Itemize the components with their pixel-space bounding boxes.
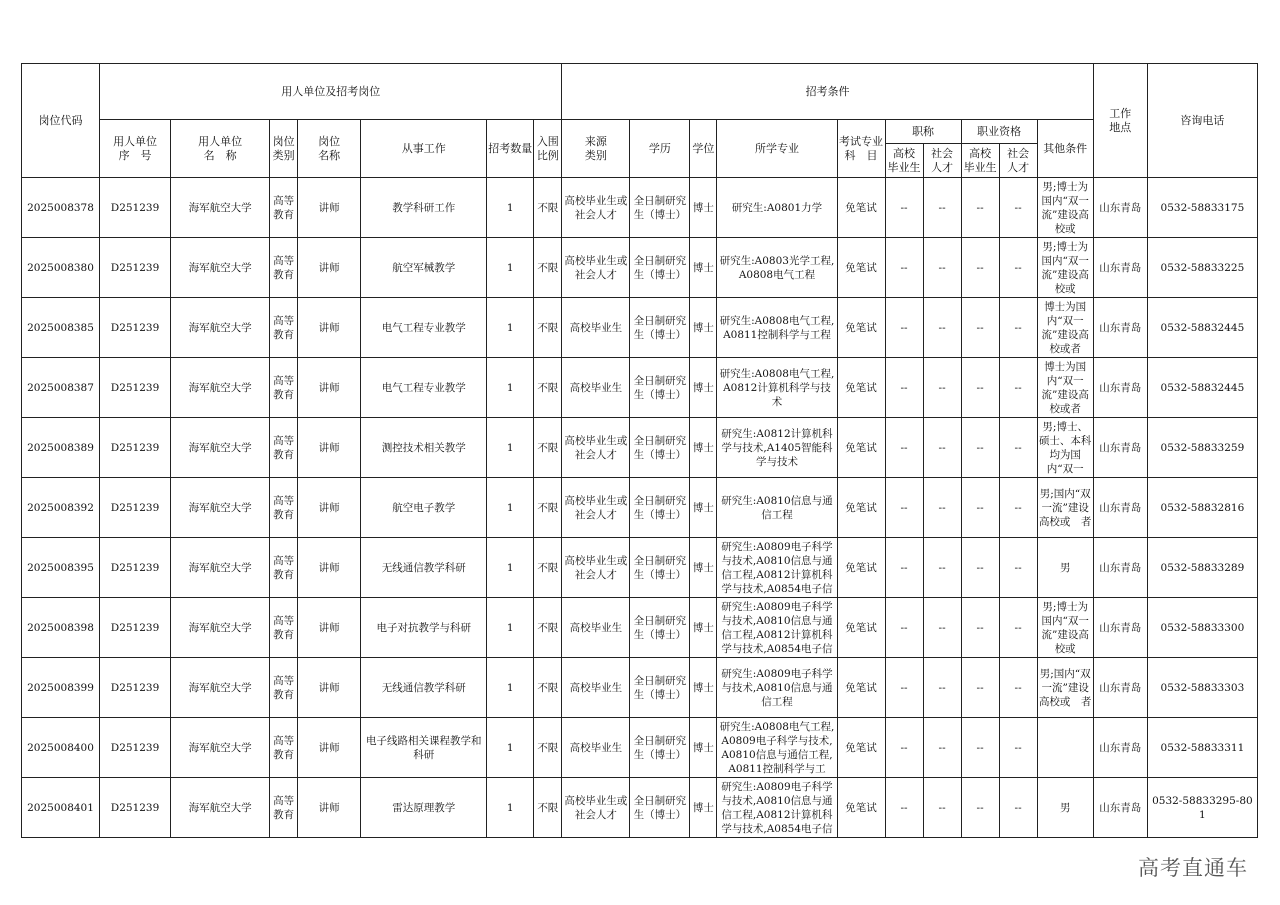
cell-count: 1 bbox=[487, 778, 534, 838]
cell-major: 研究生:A0803光学工程,A0808电气工程 bbox=[717, 238, 837, 298]
cell-job: 测控技术相关教学 bbox=[361, 418, 487, 478]
cell-exam: 免笔试 bbox=[837, 598, 885, 658]
header-other: 其他条件 bbox=[1037, 120, 1093, 178]
cell-job: 无线通信教学科研 bbox=[361, 658, 487, 718]
cell-ratio: 不限 bbox=[534, 238, 562, 298]
cell-work-place: 山东青岛 bbox=[1093, 358, 1147, 418]
cell-count: 1 bbox=[487, 658, 534, 718]
cell-education: 全日制研究生（博士） bbox=[630, 178, 690, 238]
cell-count: 1 bbox=[487, 298, 534, 358]
header-post-name: 岗位 名称 bbox=[298, 120, 361, 178]
header-work-place: 工作 地点 bbox=[1093, 64, 1147, 178]
cell-qual-social: -- bbox=[999, 298, 1037, 358]
cell-unit-name: 海军航空大学 bbox=[171, 418, 270, 478]
cell-other bbox=[1037, 718, 1093, 778]
cell-other: 男;博士、硕士、本科均为国内“双一 bbox=[1037, 418, 1093, 478]
cell-unit-seq: D251239 bbox=[100, 418, 171, 478]
cell-major: 研究生:A0812计算机科学与技术,A1405智能科学与技术 bbox=[717, 418, 837, 478]
cell-qual-grad: -- bbox=[961, 598, 999, 658]
cell-major: 研究生:A0808电气工程,A0809电子科学与技术,A0810信息与通信工程,A0811控制科学与工 bbox=[717, 718, 837, 778]
cell-title-social: -- bbox=[923, 478, 961, 538]
cell-qual-social: -- bbox=[999, 658, 1037, 718]
cell-title-social: -- bbox=[923, 598, 961, 658]
cell-post-name: 讲师 bbox=[298, 778, 361, 838]
cell-title-social: -- bbox=[923, 418, 961, 478]
cell-title-social: -- bbox=[923, 658, 961, 718]
cell-title-grad: -- bbox=[885, 298, 923, 358]
cell-other: 博士为国内“双一流”建设高校或者 bbox=[1037, 298, 1093, 358]
cell-ratio: 不限 bbox=[534, 358, 562, 418]
cell-unit-seq: D251239 bbox=[100, 598, 171, 658]
cell-exam: 免笔试 bbox=[837, 418, 885, 478]
cell-title-social: -- bbox=[923, 298, 961, 358]
cell-post-code: 2025008389 bbox=[22, 418, 100, 478]
cell-title-social: -- bbox=[923, 718, 961, 778]
cell-unit-seq: D251239 bbox=[100, 658, 171, 718]
cell-unit-name: 海军航空大学 bbox=[171, 478, 270, 538]
cell-post-type: 高等教育 bbox=[270, 598, 298, 658]
cell-unit-name: 海军航空大学 bbox=[171, 538, 270, 598]
cell-phone: 0532-58833175 bbox=[1147, 178, 1257, 238]
cell-unit-name: 海军航空大学 bbox=[171, 598, 270, 658]
table-row bbox=[22, 418, 1258, 478]
cell-qual-social: -- bbox=[999, 538, 1037, 598]
cell-exam: 免笔试 bbox=[837, 298, 885, 358]
cell-qual-grad: -- bbox=[961, 418, 999, 478]
cell-degree: 博士 bbox=[690, 478, 717, 538]
cell-post-type: 高等教育 bbox=[270, 358, 298, 418]
cell-title-grad: -- bbox=[885, 358, 923, 418]
header-qual-grad: 高校 毕业生 bbox=[961, 144, 999, 178]
cell-post-type: 高等教育 bbox=[270, 538, 298, 598]
cell-title-grad: -- bbox=[885, 718, 923, 778]
cell-unit-name: 海军航空大学 bbox=[171, 358, 270, 418]
cell-phone: 0532-58833300 bbox=[1147, 598, 1257, 658]
cell-degree: 博士 bbox=[690, 598, 717, 658]
cell-other: 男 bbox=[1037, 778, 1093, 838]
cell-source: 高校毕业生 bbox=[562, 298, 630, 358]
cell-ratio: 不限 bbox=[534, 658, 562, 718]
cell-work-place: 山东青岛 bbox=[1093, 778, 1147, 838]
cell-degree: 博士 bbox=[690, 418, 717, 478]
cell-degree: 博士 bbox=[690, 178, 717, 238]
cell-post-name: 讲师 bbox=[298, 478, 361, 538]
cell-ratio: 不限 bbox=[534, 718, 562, 778]
cell-phone: 0532-58833259 bbox=[1147, 418, 1257, 478]
cell-title-grad: -- bbox=[885, 538, 923, 598]
cell-post-name: 讲师 bbox=[298, 178, 361, 238]
cell-post-name: 讲师 bbox=[298, 358, 361, 418]
cell-degree: 博士 bbox=[690, 658, 717, 718]
table-row bbox=[22, 538, 1258, 598]
cell-exam: 免笔试 bbox=[837, 718, 885, 778]
header-education: 学历 bbox=[630, 120, 690, 178]
table-row bbox=[22, 718, 1258, 778]
cell-post-type: 高等教育 bbox=[270, 178, 298, 238]
cell-post-code: 2025008401 bbox=[22, 778, 100, 838]
cell-post-code: 2025008392 bbox=[22, 478, 100, 538]
cell-exam: 免笔试 bbox=[837, 238, 885, 298]
cell-count: 1 bbox=[487, 358, 534, 418]
cell-degree: 博士 bbox=[690, 778, 717, 838]
header-title-social: 社会 人才 bbox=[923, 144, 961, 178]
cell-source: 高校毕业生或社会人才 bbox=[562, 538, 630, 598]
header-exam: 考试专业 科 目 bbox=[837, 120, 885, 178]
cell-degree: 博士 bbox=[690, 718, 717, 778]
cell-qual-social: -- bbox=[999, 718, 1037, 778]
cell-unit-name: 海军航空大学 bbox=[171, 238, 270, 298]
cell-qual-grad: -- bbox=[961, 298, 999, 358]
cell-qual-grad: -- bbox=[961, 538, 999, 598]
cell-qual-grad: -- bbox=[961, 358, 999, 418]
cell-post-code: 2025008398 bbox=[22, 598, 100, 658]
cell-post-code: 2025008400 bbox=[22, 718, 100, 778]
cell-other: 男;博士为国内“双一流”建设高校或 bbox=[1037, 598, 1093, 658]
cell-work-place: 山东青岛 bbox=[1093, 718, 1147, 778]
cell-major: 研究生:A0801力学 bbox=[717, 178, 837, 238]
cell-work-place: 山东青岛 bbox=[1093, 298, 1147, 358]
cell-qual-social: -- bbox=[999, 598, 1037, 658]
cell-post-name: 讲师 bbox=[298, 238, 361, 298]
cell-post-code: 2025008395 bbox=[22, 538, 100, 598]
cell-title-social: -- bbox=[923, 538, 961, 598]
cell-source: 高校毕业生或社会人才 bbox=[562, 418, 630, 478]
cell-education: 全日制研究生（博士） bbox=[630, 238, 690, 298]
cell-job: 教学科研工作 bbox=[361, 178, 487, 238]
header-post-type: 岗位 类别 bbox=[270, 120, 298, 178]
header-qual-social: 社会 人才 bbox=[999, 144, 1037, 178]
cell-unit-name: 海军航空大学 bbox=[171, 778, 270, 838]
cell-title-grad: -- bbox=[885, 418, 923, 478]
table-row bbox=[22, 178, 1258, 238]
cell-ratio: 不限 bbox=[534, 418, 562, 478]
cell-education: 全日制研究生（博士） bbox=[630, 298, 690, 358]
table-row bbox=[22, 598, 1258, 658]
cell-title-grad: -- bbox=[885, 778, 923, 838]
cell-qual-grad: -- bbox=[961, 238, 999, 298]
cell-job: 雷达原理教学 bbox=[361, 778, 487, 838]
cell-unit-seq: D251239 bbox=[100, 298, 171, 358]
cell-source: 高校毕业生或社会人才 bbox=[562, 478, 630, 538]
cell-qual-social: -- bbox=[999, 478, 1037, 538]
cell-education: 全日制研究生（博士） bbox=[630, 358, 690, 418]
cell-count: 1 bbox=[487, 478, 534, 538]
cell-ratio: 不限 bbox=[534, 778, 562, 838]
cell-post-name: 讲师 bbox=[298, 418, 361, 478]
cell-other: 男;博士为国内“双一流”建设高校或 bbox=[1037, 178, 1093, 238]
cell-unit-seq: D251239 bbox=[100, 478, 171, 538]
header-phone: 咨询电话 bbox=[1147, 64, 1257, 178]
cell-education: 全日制研究生（博士） bbox=[630, 418, 690, 478]
cell-phone: 0532-58833295-801 bbox=[1147, 778, 1257, 838]
cell-title-grad: -- bbox=[885, 178, 923, 238]
cell-major: 研究生:A0809电子科学与技术,A0810信息与通信工程,A0812计算机科学与技术,A0854电子信 bbox=[717, 778, 837, 838]
cell-source: 高校毕业生或社会人才 bbox=[562, 238, 630, 298]
cell-exam: 免笔试 bbox=[837, 478, 885, 538]
cell-qual-grad: -- bbox=[961, 178, 999, 238]
cell-qual-social: -- bbox=[999, 418, 1037, 478]
cell-major: 研究生:A0809电子科学与技术,A0810信息与通信工程,A0812计算机科学与技术,A0854电子信 bbox=[717, 598, 837, 658]
header-ratio: 入围 比例 bbox=[534, 120, 562, 178]
cell-job: 航空军械教学 bbox=[361, 238, 487, 298]
cell-unit-seq: D251239 bbox=[100, 358, 171, 418]
cell-post-name: 讲师 bbox=[298, 718, 361, 778]
cell-exam: 免笔试 bbox=[837, 778, 885, 838]
cell-qual-social: -- bbox=[999, 358, 1037, 418]
table-row bbox=[22, 358, 1258, 418]
cell-qual-social: -- bbox=[999, 178, 1037, 238]
cell-source: 高校毕业生 bbox=[562, 598, 630, 658]
cell-job: 电子对抗教学与科研 bbox=[361, 598, 487, 658]
cell-phone: 0532-58833303 bbox=[1147, 658, 1257, 718]
header-group-conditions: 招考条件 bbox=[562, 64, 1093, 120]
header-job: 从事工作 bbox=[361, 120, 487, 178]
cell-degree: 博士 bbox=[690, 238, 717, 298]
cell-phone: 0532-58833311 bbox=[1147, 718, 1257, 778]
cell-title-social: -- bbox=[923, 178, 961, 238]
recruitment-table bbox=[21, 63, 1258, 838]
cell-exam: 免笔试 bbox=[837, 178, 885, 238]
cell-phone: 0532-58832445 bbox=[1147, 358, 1257, 418]
cell-qual-grad: -- bbox=[961, 658, 999, 718]
cell-unit-name: 海军航空大学 bbox=[171, 178, 270, 238]
cell-work-place: 山东青岛 bbox=[1093, 238, 1147, 298]
cell-other: 男;博士为国内“双一流”建设高校或 bbox=[1037, 238, 1093, 298]
cell-source: 高校毕业生 bbox=[562, 658, 630, 718]
cell-work-place: 山东青岛 bbox=[1093, 658, 1147, 718]
cell-exam: 免笔试 bbox=[837, 538, 885, 598]
header-group-unit: 用人单位及招考岗位 bbox=[100, 64, 562, 120]
cell-count: 1 bbox=[487, 718, 534, 778]
cell-post-name: 讲师 bbox=[298, 658, 361, 718]
cell-work-place: 山东青岛 bbox=[1093, 478, 1147, 538]
table-row bbox=[22, 238, 1258, 298]
cell-title-grad: -- bbox=[885, 478, 923, 538]
cell-other: 男 bbox=[1037, 538, 1093, 598]
cell-title-grad: -- bbox=[885, 658, 923, 718]
header-major: 所学专业 bbox=[717, 120, 837, 178]
cell-work-place: 山东青岛 bbox=[1093, 418, 1147, 478]
cell-major: 研究生:A0810信息与通信工程 bbox=[717, 478, 837, 538]
header-title-grad: 高校 毕业生 bbox=[885, 144, 923, 178]
cell-post-code: 2025008387 bbox=[22, 358, 100, 418]
cell-phone: 0532-58833289 bbox=[1147, 538, 1257, 598]
header-post-code: 岗位代码 bbox=[22, 64, 100, 178]
cell-education: 全日制研究生（博士） bbox=[630, 658, 690, 718]
header-title-group: 职称 bbox=[885, 120, 961, 144]
header-degree: 学位 bbox=[690, 120, 717, 178]
cell-degree: 博士 bbox=[690, 538, 717, 598]
cell-source: 高校毕业生 bbox=[562, 718, 630, 778]
cell-title-grad: -- bbox=[885, 238, 923, 298]
header-unit-seq: 用人单位 序 号 bbox=[100, 120, 171, 178]
cell-exam: 免笔试 bbox=[837, 658, 885, 718]
header-count: 招考数量 bbox=[487, 120, 534, 178]
cell-education: 全日制研究生（博士） bbox=[630, 538, 690, 598]
cell-post-code: 2025008399 bbox=[22, 658, 100, 718]
cell-post-type: 高等教育 bbox=[270, 778, 298, 838]
cell-work-place: 山东青岛 bbox=[1093, 538, 1147, 598]
cell-title-social: -- bbox=[923, 778, 961, 838]
cell-qual-grad: -- bbox=[961, 478, 999, 538]
cell-other: 男;国内“双一流”建设高校或 者 bbox=[1037, 478, 1093, 538]
cell-job: 航空电子教学 bbox=[361, 478, 487, 538]
cell-post-type: 高等教育 bbox=[270, 418, 298, 478]
cell-phone: 0532-58832445 bbox=[1147, 298, 1257, 358]
cell-title-grad: -- bbox=[885, 598, 923, 658]
cell-source: 高校毕业生 bbox=[562, 358, 630, 418]
cell-count: 1 bbox=[487, 238, 534, 298]
cell-education: 全日制研究生（博士） bbox=[630, 598, 690, 658]
cell-job: 无线通信教学科研 bbox=[361, 538, 487, 598]
cell-qual-grad: -- bbox=[961, 718, 999, 778]
cell-job: 电气工程专业教学 bbox=[361, 358, 487, 418]
cell-qual-social: -- bbox=[999, 778, 1037, 838]
table-row bbox=[22, 658, 1258, 718]
cell-title-social: -- bbox=[923, 238, 961, 298]
cell-major: 研究生:A0808电气工程,A0812计算机科学与技术 bbox=[717, 358, 837, 418]
cell-education: 全日制研究生（博士） bbox=[630, 478, 690, 538]
cell-qual-grad: -- bbox=[961, 778, 999, 838]
table-row bbox=[22, 478, 1258, 538]
cell-post-type: 高等教育 bbox=[270, 298, 298, 358]
cell-unit-seq: D251239 bbox=[100, 538, 171, 598]
cell-education: 全日制研究生（博士） bbox=[630, 778, 690, 838]
cell-unit-name: 海军航空大学 bbox=[171, 658, 270, 718]
header-source: 来源 类别 bbox=[562, 120, 630, 178]
cell-exam: 免笔试 bbox=[837, 358, 885, 418]
cell-unit-seq: D251239 bbox=[100, 718, 171, 778]
cell-degree: 博士 bbox=[690, 298, 717, 358]
cell-ratio: 不限 bbox=[534, 538, 562, 598]
cell-post-name: 讲师 bbox=[298, 298, 361, 358]
cell-post-type: 高等教育 bbox=[270, 658, 298, 718]
cell-post-code: 2025008385 bbox=[22, 298, 100, 358]
cell-post-type: 高等教育 bbox=[270, 718, 298, 778]
cell-title-social: -- bbox=[923, 358, 961, 418]
cell-post-type: 高等教育 bbox=[270, 478, 298, 538]
table-row bbox=[22, 298, 1258, 358]
cell-ratio: 不限 bbox=[534, 178, 562, 238]
cell-ratio: 不限 bbox=[534, 298, 562, 358]
cell-post-code: 2025008378 bbox=[22, 178, 100, 238]
cell-degree: 博士 bbox=[690, 358, 717, 418]
cell-post-name: 讲师 bbox=[298, 598, 361, 658]
cell-ratio: 不限 bbox=[534, 478, 562, 538]
cell-work-place: 山东青岛 bbox=[1093, 598, 1147, 658]
cell-unit-seq: D251239 bbox=[100, 238, 171, 298]
cell-phone: 0532-58833225 bbox=[1147, 238, 1257, 298]
watermark-text: 高考直通车 bbox=[1138, 856, 1248, 880]
cell-count: 1 bbox=[487, 178, 534, 238]
cell-count: 1 bbox=[487, 418, 534, 478]
cell-phone: 0532-58832816 bbox=[1147, 478, 1257, 538]
cell-other: 男;国内“双一流”建设高校或 者 bbox=[1037, 658, 1093, 718]
cell-major: 研究生:A0809电子科学与技术,A0810信息与通信工程,A0812计算机科学与技术,A0854电子信 bbox=[717, 538, 837, 598]
cell-education: 全日制研究生（博士） bbox=[630, 718, 690, 778]
cell-count: 1 bbox=[487, 598, 534, 658]
cell-other: 博士为国内“双一流”建设高校或者 bbox=[1037, 358, 1093, 418]
cell-unit-seq: D251239 bbox=[100, 178, 171, 238]
cell-unit-name: 海军航空大学 bbox=[171, 718, 270, 778]
cell-ratio: 不限 bbox=[534, 598, 562, 658]
cell-post-code: 2025008380 bbox=[22, 238, 100, 298]
cell-job: 电气工程专业教学 bbox=[361, 298, 487, 358]
cell-qual-social: -- bbox=[999, 238, 1037, 298]
cell-source: 高校毕业生或社会人才 bbox=[562, 178, 630, 238]
cell-major: 研究生:A0809电子科学与技术,A0810信息与通信工程 bbox=[717, 658, 837, 718]
cell-major: 研究生:A0808电气工程,A0811控制科学与工程 bbox=[717, 298, 837, 358]
header-unit-name: 用人单位 名 称 bbox=[171, 120, 270, 178]
cell-unit-seq: D251239 bbox=[100, 778, 171, 838]
cell-unit-name: 海军航空大学 bbox=[171, 298, 270, 358]
cell-work-place: 山东青岛 bbox=[1093, 178, 1147, 238]
cell-count: 1 bbox=[487, 538, 534, 598]
table-row bbox=[22, 778, 1258, 838]
cell-post-name: 讲师 bbox=[298, 538, 361, 598]
cell-job: 电子线路相关课程教学和科研 bbox=[361, 718, 487, 778]
cell-source: 高校毕业生或社会人才 bbox=[562, 778, 630, 838]
cell-post-type: 高等教育 bbox=[270, 238, 298, 298]
header-qual-group: 职业资格 bbox=[961, 120, 1037, 144]
